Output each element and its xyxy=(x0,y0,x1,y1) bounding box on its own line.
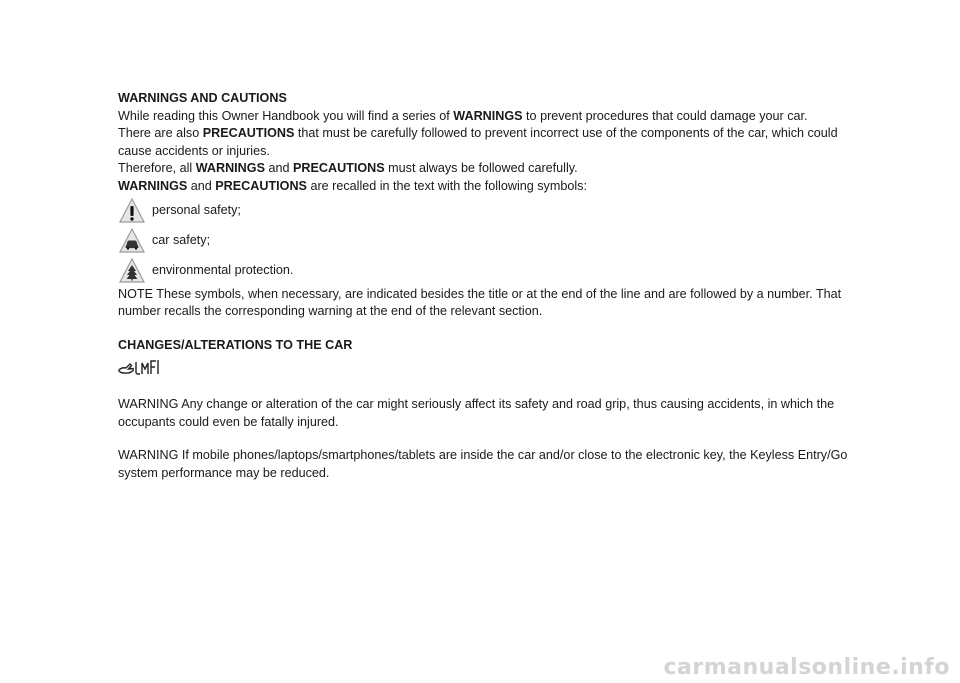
bold-precautions: PRECAUTIONS xyxy=(202,126,295,141)
paragraph-intro xyxy=(118,108,854,126)
paragraph-recalled xyxy=(118,178,854,196)
tree-triangle-icon xyxy=(118,257,146,285)
text: must always be followed carefully. xyxy=(384,161,578,176)
text: and xyxy=(264,161,293,176)
symbol-label: environmental protection. xyxy=(152,262,294,277)
text: While reading this Owner Handbook you will find a series of xyxy=(118,108,454,123)
bold-warnings: WARNINGS xyxy=(453,108,523,123)
changes-heading: CHANGES/ALTERATIONS TO THE CAR xyxy=(118,337,353,352)
document-page xyxy=(118,90,854,482)
bold-precautions: PRECAUTIONS xyxy=(292,161,385,176)
note-paragraph: NOTE These symbols, when necessary, are indicated besides the title or at the end of the line and are followed by a number. That number recalls the corresponding warning at the end of the relevant section. xyxy=(118,286,842,319)
bold-precautions: PRECAUTIONS xyxy=(215,178,307,193)
warning-keyless: WARNING If mobile phones/laptops/smartphones/tablets are inside the car and/or close to the electronic key, the Keyless Entry/Go system performance may be reduced. xyxy=(118,448,848,480)
bold-warnings: WARNINGS xyxy=(118,178,188,193)
exclamation-triangle-icon xyxy=(118,197,146,225)
text: Therefore, all xyxy=(118,161,196,176)
warning-modification: WARNING Any change or alteration of the car might seriously affect its safety and road grip, thus causing accidents, in which the occupants could even be fatally injured. xyxy=(118,396,835,429)
text: are recalled in the text with the following symbols: xyxy=(306,178,587,193)
symbol-label: personal safety; xyxy=(152,202,241,217)
text: There are also xyxy=(118,126,203,141)
text: that must be carefully followed to prevent incorrect use of the components of the car, which could cause accidents or injuries. xyxy=(118,126,838,158)
symbol-car-safety xyxy=(118,226,854,256)
symbol-environmental-protection xyxy=(118,256,854,286)
bold-warnings: WARNINGS xyxy=(195,161,265,176)
paragraph-therefore xyxy=(118,160,854,178)
footer-watermark: carmanualsonline.info xyxy=(663,655,950,680)
text: and xyxy=(187,178,216,193)
warnings-heading: WARNINGS AND CAUTIONS xyxy=(118,91,287,105)
paragraph-precautions xyxy=(118,125,854,160)
symbol-personal-safety xyxy=(118,196,854,226)
hand-antenna-glyph-icon xyxy=(118,356,162,378)
symbol-label: car safety; xyxy=(152,232,211,247)
car-triangle-icon xyxy=(118,227,146,255)
text: to prevent procedures that could damage your car. xyxy=(522,108,808,123)
